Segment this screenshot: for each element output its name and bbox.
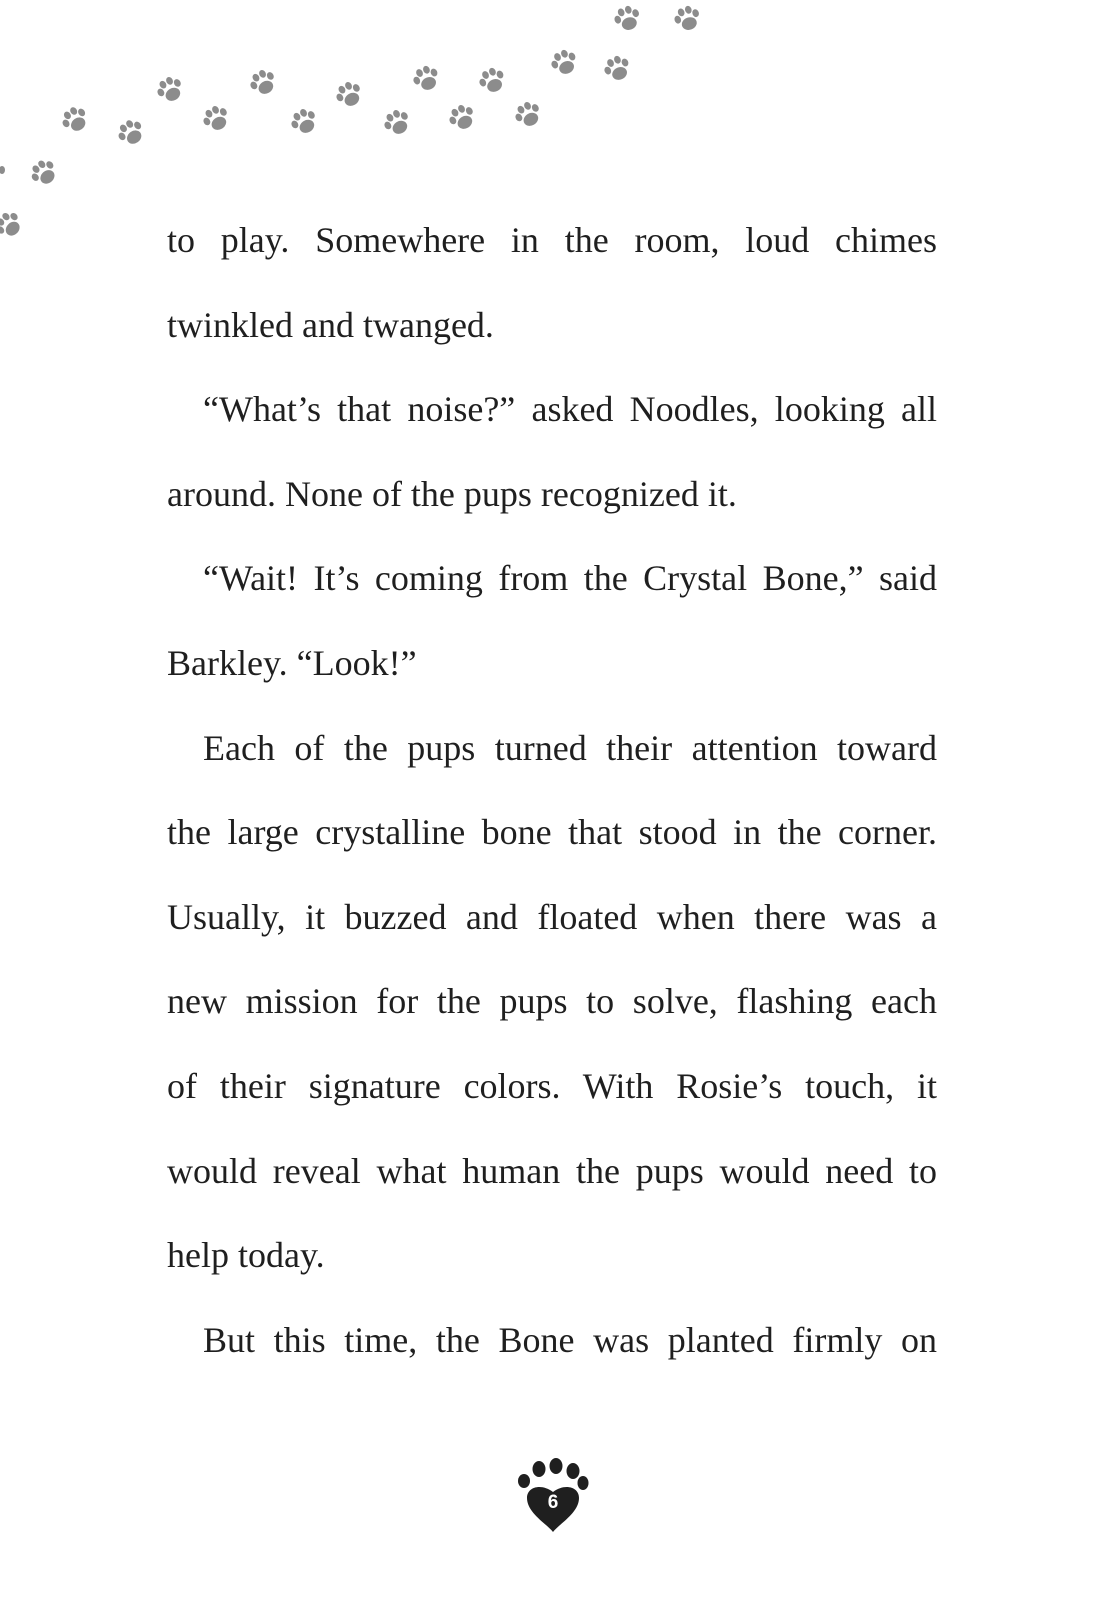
- text-line: Barkley. “Look!”: [167, 642, 417, 683]
- text-line: around. None of the pups recognized it.: [167, 473, 737, 514]
- text-line: would reveal what human the pups would need to: [167, 1150, 937, 1191]
- text-line: twinkled and twanged.: [167, 304, 494, 345]
- text-line: of their signature colors. With Rosie’s touch, it: [167, 1065, 937, 1106]
- text-line: Each of the pups turned their attention toward: [203, 727, 937, 768]
- text-line: new mission for the pups to solve, flashing each: [167, 981, 937, 1022]
- story-text: [167, 198, 937, 1382]
- page-number: 6: [547, 1492, 559, 1513]
- text-line: the large crystalline bone that stood in the corner.: [167, 812, 937, 853]
- text-line: to play. Somewhere in the room, loud chimes: [167, 220, 937, 260]
- page-number-badge: [517, 1458, 589, 1534]
- text-line: “What’s that noise?” asked Noodles, looking all: [203, 389, 937, 430]
- text-line: But this time, the Bone was planted firmly on: [203, 1319, 937, 1360]
- text-line: “Wait! It’s coming from the Crystal Bone,” said: [203, 558, 937, 599]
- text-line: Usually, it buzzed and floated when there was a: [167, 896, 937, 937]
- text-line: help today.: [167, 1235, 325, 1276]
